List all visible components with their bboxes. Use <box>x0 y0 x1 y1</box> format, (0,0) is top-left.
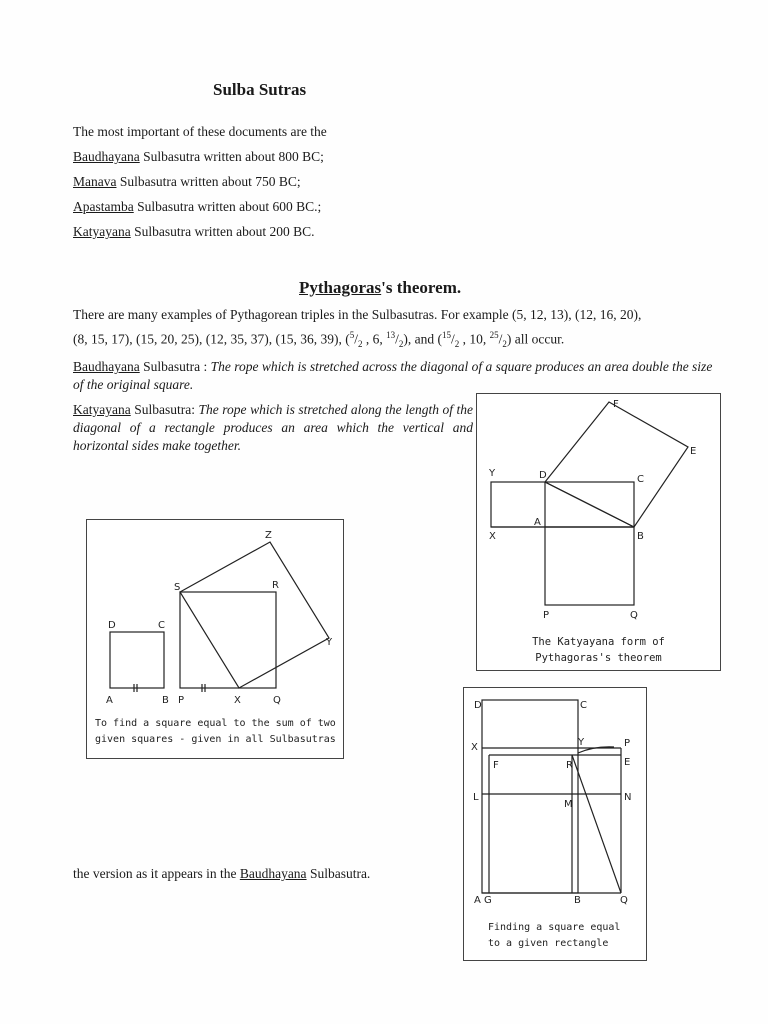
two-squares-diagram <box>87 520 343 710</box>
label-a: A <box>106 695 113 706</box>
katyayana-diagram <box>477 394 720 624</box>
rectangle-diagram <box>464 688 646 906</box>
rectangle-figure <box>463 687 647 961</box>
two-squares-figure <box>86 519 344 759</box>
label-ag: A G <box>474 895 492 906</box>
label-q: Q <box>620 895 628 906</box>
label-b: B <box>162 695 169 706</box>
katyayana-quote: Katyayana Sulbasutra: The rope which is stretched along the length of the diagonal of a rectangle produces an area which the vertical and horizontal sides make together. <box>73 402 473 453</box>
label-x: X <box>471 742 478 753</box>
katyayana-caption: The Katyayana form of Pythagoras's theorem <box>532 636 665 664</box>
triples-paragraph: There are many examples of Pythagorean triples in the Sulbasutras. For example (5, 12, 13), (12, 16, 20), (8, 15, 17), (15, 20, 25), (12, 35, 37), (15, 36, 39), ($^5/_2$ , 6, $^{13}/_2$), and ($^{15}/_2$ , 10, $^{25}/_2$) all occur. <box>73 307 642 350</box>
label-y: Y <box>489 468 496 479</box>
label-p: P <box>624 738 631 749</box>
label-x: X <box>234 695 241 706</box>
label-l: L <box>473 792 479 803</box>
label-y: Y <box>326 637 333 648</box>
label-q: Q <box>273 695 281 706</box>
doc-name-link[interactable]: Katyayana <box>73 224 131 239</box>
doc-name-link[interactable]: Apastamba <box>73 199 134 214</box>
label-d: D <box>108 620 116 631</box>
doc-name-link[interactable]: Manava <box>73 174 117 189</box>
label-q: Q <box>630 610 638 621</box>
doc-line: Katyayana Sulbasutra written about 200 BC. <box>73 224 315 239</box>
version-line: the version as it appears in the Baudhayana Sulbasutra. <box>73 866 371 881</box>
pythagoras-link[interactable]: Pythagoras <box>299 278 382 297</box>
two-squares-caption: To find a square equal to the sum of two given squares - given in all Sulbasutras <box>95 718 336 745</box>
label-y: Y <box>578 737 585 748</box>
label-p: P <box>543 610 550 621</box>
baudhayana-link[interactable]: Baudhayana <box>73 359 140 374</box>
doc-name-link[interactable]: Baudhayana <box>73 149 140 164</box>
doc-line: Baudhayana Sulbasutra written about 800 BC; <box>73 149 324 164</box>
label-d: D <box>539 470 547 481</box>
label-p: P <box>178 695 185 706</box>
label-e: E <box>624 757 631 768</box>
page-title: Sulba Sutras <box>213 80 307 99</box>
rectangle-caption: Finding a square equal to a given rectangle <box>488 922 621 949</box>
label-s: S <box>174 582 181 593</box>
label-c: C <box>637 474 644 485</box>
label-r: R <box>272 580 279 591</box>
label-z: Z <box>265 530 272 541</box>
katyayana-figure <box>476 393 721 671</box>
baudhayana-quote: Baudhayana Sulbasutra : The rope which is stretched across the diagonal of a square produces an area double the size of the original square. <box>73 359 713 392</box>
katyayana-link[interactable]: Katyayana <box>73 402 131 417</box>
doc-line: Manava Sulbasutra written about 750 BC; <box>73 174 301 189</box>
label-r: R <box>566 760 573 771</box>
baudhayana-link[interactable]: Baudhayana <box>239 866 307 881</box>
label-x: X <box>489 531 496 542</box>
docs-list <box>73 119 473 244</box>
label-f: F <box>493 760 499 771</box>
section-title: Pythagoras's theorem. <box>299 278 462 297</box>
label-n: N <box>624 792 632 803</box>
label-f: F <box>613 399 619 410</box>
label-b: B <box>574 895 581 906</box>
label-c: C <box>580 700 587 711</box>
label-e: E <box>690 446 697 457</box>
label-a: A <box>534 517 541 528</box>
intro-line: The most important of these documents are the <box>73 124 327 139</box>
doc-line: Apastamba Sulbasutra written about 600 BC.; <box>73 199 322 214</box>
label-b: B <box>637 531 644 542</box>
label-m: M <box>564 799 573 810</box>
label-c: C <box>158 620 165 631</box>
label-d: D <box>474 700 482 711</box>
